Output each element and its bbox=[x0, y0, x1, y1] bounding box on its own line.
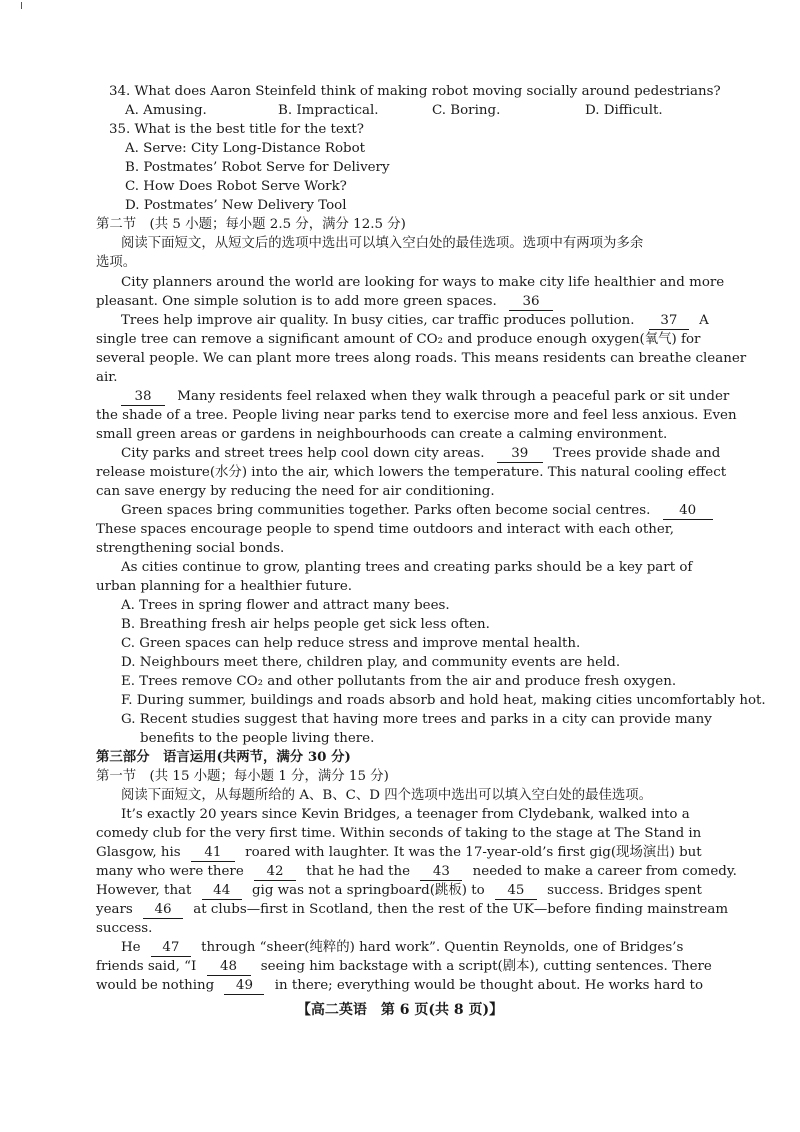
option-c: C. Green spaces can help reduce stress and improve mental health. bbox=[121, 636, 581, 651]
q34-option-b: B. Impractical. bbox=[278, 103, 379, 118]
passage-line: City planners around the world are looking for ways to make city life healthier and more bbox=[121, 275, 725, 290]
q34-option-a: A. Amusing. bbox=[125, 103, 207, 118]
passage-text: pleasant. One simple solution is to add more green spaces. bbox=[96, 294, 497, 309]
blank-42: 42 bbox=[254, 864, 296, 881]
blank-36: 36 bbox=[509, 294, 553, 311]
passage-line: single tree can remove a significant amount of CO₂ and produce enough oxygen(氧气) for bbox=[96, 332, 701, 347]
q35-option-b: B. Postmates’ Robot Serve for Delivery bbox=[125, 160, 390, 175]
passage-line bbox=[121, 387, 729, 406]
cloze-line bbox=[96, 862, 737, 881]
blank-37: 37 bbox=[649, 313, 689, 330]
cloze-text: seeing him backstage with a script(剧本), cutting sentences. There bbox=[260, 959, 712, 974]
blank-48: 48 bbox=[207, 959, 251, 976]
passage-line: urban planning for a healthier future. bbox=[96, 579, 353, 594]
section2-instruction: 阅读下面短文，从短文后的选项中选出可以填入空白处的最佳选项。选项中有两项为多余 bbox=[121, 236, 644, 251]
blank-38: 38 bbox=[121, 389, 165, 406]
passage-text: A bbox=[699, 313, 709, 328]
part3-subheading: 第一节 (共 15 小题；每小题 1 分，满分 15 分) bbox=[96, 769, 389, 784]
cloze-text: years bbox=[96, 902, 133, 917]
passage-text: Many residents feel relaxed when they walk through a peaceful park or sit under bbox=[177, 389, 730, 404]
q34-stem: 34. What does Aaron Steinfeld think of making robot moving socially around pedestrians? bbox=[109, 84, 721, 99]
passage-line: These spaces encourage people to spend time outdoors and interact with each other, bbox=[96, 522, 674, 537]
passage-line: small green areas or gardens in neighbourhoods can create a calming environment. bbox=[96, 427, 668, 442]
passage-line: As cities continue to grow, planting trees and creating parks should be a key part of bbox=[121, 560, 693, 575]
passage-line: several people. We can plant more trees along roads. This means residents can breathe cleaner bbox=[96, 351, 747, 366]
cloze-line bbox=[96, 900, 728, 919]
cloze-text: success. Bridges spent bbox=[547, 883, 702, 898]
option-g-cont: benefits to the people living there. bbox=[140, 731, 375, 746]
q34-option-d: D. Difficult. bbox=[585, 103, 663, 118]
q35-option-d: D. Postmates’ New Delivery Tool bbox=[125, 198, 347, 213]
cloze-text: gig was not a springboard(跳板) to bbox=[251, 883, 485, 898]
blank-40: 40 bbox=[663, 503, 713, 520]
passage-line: can save energy by reducing the need for air conditioning. bbox=[96, 484, 495, 499]
blank-39: 39 bbox=[497, 446, 543, 463]
scan-mark bbox=[21, 2, 22, 9]
cloze-line bbox=[96, 957, 712, 976]
passage-text: City parks and street trees help cool down city areas. bbox=[121, 446, 485, 461]
blank-45: 45 bbox=[495, 883, 537, 900]
cloze-text: at clubs—first in Scotland, then the rest of the UK—before finding mainstream bbox=[193, 902, 729, 917]
passage-text: Trees provide shade and bbox=[553, 446, 721, 461]
q35-option-a: A. Serve: City Long-Distance Robot bbox=[125, 141, 366, 156]
cloze-line bbox=[96, 976, 703, 995]
cloze-text: However, that bbox=[96, 883, 192, 898]
q34-option-c: C. Boring. bbox=[432, 103, 501, 118]
cloze-line bbox=[96, 843, 702, 862]
option-d: D. Neighbours meet there, children play, and community events are held. bbox=[121, 655, 621, 670]
cloze-text: many who were there bbox=[96, 864, 244, 879]
cloze-text: that he had the bbox=[306, 864, 411, 879]
blank-47: 47 bbox=[151, 940, 191, 957]
option-b: B. Breathing fresh air helps people get sick less often. bbox=[121, 617, 490, 632]
cloze-line: It’s exactly 20 years since Kevin Bridges, a teenager from Clydebank, walked into a bbox=[121, 807, 690, 822]
passage-line: strengthening social bonds. bbox=[96, 541, 285, 556]
option-f: F. During summer, buildings and roads absorb and hold heat, making cities uncomfortably hot. bbox=[121, 693, 766, 708]
passage-text: Green spaces bring communities together. Parks often become social centres. bbox=[121, 503, 651, 518]
q35-option-c: C. How Does Robot Serve Work? bbox=[125, 179, 347, 194]
cloze-line: success. bbox=[96, 921, 153, 936]
cloze-text: He bbox=[121, 940, 141, 955]
part3-heading: 第三部分 语言运用(共两节，满分 30 分) bbox=[96, 749, 351, 765]
cloze-text: through “sheer(纯粹的) hard work”. Quentin Reynolds, one of Bridges’s bbox=[201, 940, 684, 955]
part3-instruction: 阅读下面短文，从每题所给的 A、B、C、D 四个选项中选出可以填入空白处的最佳选项。 bbox=[121, 788, 653, 803]
cloze-line bbox=[121, 938, 683, 957]
cloze-line bbox=[96, 881, 702, 900]
page-footer: 【高二英语 第 6 页(共 8 页)】 bbox=[296, 1002, 504, 1018]
passage-line bbox=[121, 444, 720, 463]
option-a: A. Trees in spring flower and attract many bees. bbox=[121, 598, 450, 613]
passage-line: air. bbox=[96, 370, 118, 385]
section2-instruction-cont: 选项。 bbox=[96, 255, 137, 270]
cloze-text: friends said, “I bbox=[96, 959, 197, 974]
option-g: G. Recent studies suggest that having more trees and parks in a city can provide many bbox=[121, 712, 712, 727]
passage-line bbox=[96, 292, 553, 311]
cloze-line: comedy club for the very first time. Within seconds of taking to the stage at The Stand in bbox=[96, 826, 702, 841]
passage-line: the shade of a tree. People living near parks tend to exercise more and feel less anxious. Even bbox=[96, 408, 737, 423]
cloze-text: would be nothing bbox=[96, 978, 215, 993]
cloze-text: roared with laughter. It was the 17-year-old’s first gig(现场演出) but bbox=[245, 845, 702, 860]
cloze-text: needed to make a career from comedy. bbox=[472, 864, 737, 879]
passage-text: Trees help improve air quality. In busy cities, car traffic produces pollution. bbox=[121, 313, 635, 328]
section2-heading: 第二节 (共 5 小题；每小题 2.5 分，满分 12.5 分) bbox=[96, 217, 406, 232]
blank-46: 46 bbox=[143, 902, 183, 919]
blank-43: 43 bbox=[420, 864, 462, 881]
passage-line bbox=[121, 311, 709, 330]
cloze-text: Glasgow, his bbox=[96, 845, 181, 860]
passage-line bbox=[121, 501, 713, 520]
blank-49: 49 bbox=[224, 978, 264, 995]
option-e: E. Trees remove CO₂ and other pollutants from the air and produce fresh oxygen. bbox=[121, 674, 677, 689]
blank-44: 44 bbox=[202, 883, 242, 900]
passage-line: release moisture(水分) into the air, which lowers the temperature. This natural cooling effect bbox=[96, 465, 727, 480]
cloze-text: in there; everything would be thought about. He works hard to bbox=[274, 978, 704, 993]
blank-41: 41 bbox=[191, 845, 235, 862]
q35-stem: 35. What is the best title for the text? bbox=[109, 122, 364, 137]
